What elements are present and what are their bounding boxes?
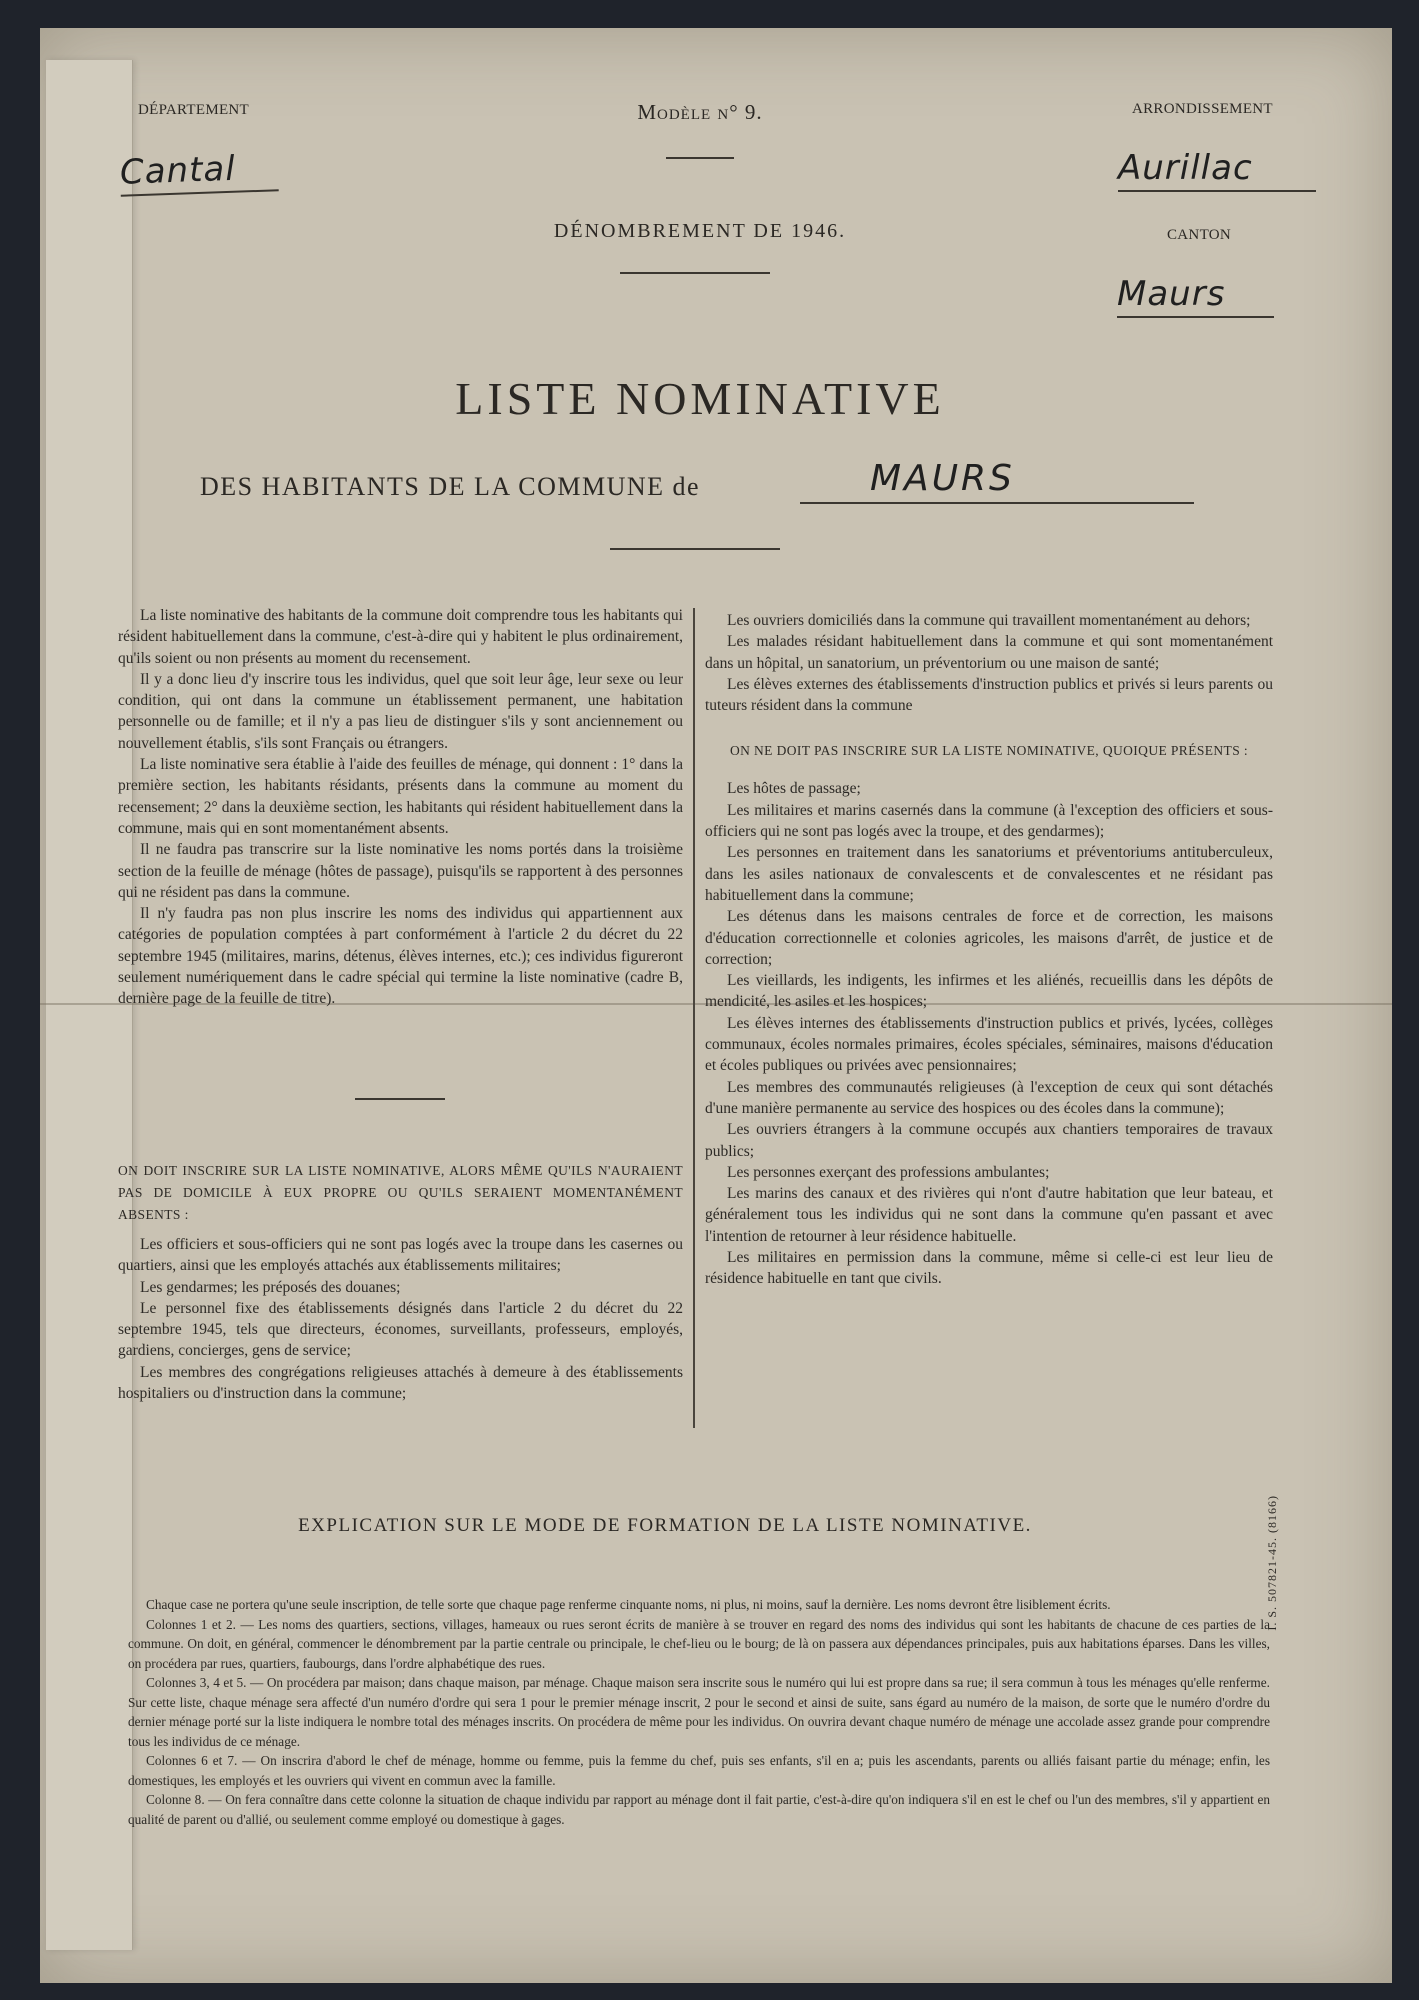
inscribe-item-2: Les gendarmes; les préposés des douanes; [140,1278,401,1296]
explication-paragraph-2: Colonnes 1 et 2. — Les noms des quartiers, sections, villages, hameaux ou rues seront écrits de manière à se trouver en regard des noms des individus qui sont les habitants de chacune de ces parties de la commune. On doit, en général, commencer le dénombrement par la partie centrale ou principale, le chef-lieu ou le bourg; de là on passera aux dépendances principales, puis aux habitations éparses. Dans les villes, on procédera par rues, quartiers, faubourgs, dans l'ordre alphabétique des rues. [128,1616,1270,1671]
denombrement-rule [620,272,770,274]
exclude-item-6: Les élèves internes des établissements d'instruction publics et privés, lycées, collèges communaux, écoles normales primaires, écoles spéciales, séminaires, maisons d'éducation et écoles publiques ou privées avec pensionnaires; [705,1014,1273,1075]
absent-item-2: Les malades résidant habituellement dans la commune et qui sont momentanément dans un hôpital, un sanatorium, un préventorium ou une maison de santé; [705,633,1273,672]
modele-number: Modèle n° 9. [637,100,763,124]
left-column-rule [355,1098,445,1100]
explication-paragraph-5: Colonne 8. — On fera connaître dans cette colonne la situation de chaque individu par rapport au ménage dont il fait partie, c'est-à-dire qu'on indiquera s'il en est le chef ou l'un des membres, s'il y appartient en qualité de parent ou d'allié, ou seulement comme employé ou domestique à gages. [128,1792,1270,1827]
intro-paragraph-1: La liste nominative des habitants de la commune doit comprendre tous les habitants qui résident habituellement dans la commune, c'est-à-dire qui y habitent le plus ordinairement, qu'ils soient ou non présents au moment du recensement. [118,607,683,667]
title-rule [610,548,780,550]
departement-label: DÉPARTEMENT [138,102,250,118]
explication-paragraph-3: Colonnes 3, 4 et 5. — On procédera par maison; dans chaque maison, par ménage. Chaque maison sera inscrite sous le numéro qui lui est propre dans sa rue; il sera commun à tous les ménages qu'elle renferme. Sur cette liste, chaque ménage sera affecté d'un numéro d'ordre qui sera 1 pour le premier ménage inscrit, 2 pour le second et ainsi de suite, sans égard au numéro de la maison, de sorte que le numéro d'ordre du dernier ménage porté sur la liste indiquera le nombre total des ménages inscrits. On procédera de même pour les individus. On ouvrira devant chaque numéro de ménage une accolade assez grande pour comprendre tous les individus de ce ménage. [128,1675,1270,1749]
exclude-item-11: Les militaires en permission dans la commune, même si celle-ci est leur lieu de résidence habituelle en tant que civils. [705,1249,1273,1288]
absent-item-1: Les ouvriers domiciliés dans la commune qui travaillent momentanément au dehors; [727,612,1251,629]
explication-paragraph-1: Chaque case ne portera qu'une seule inscription, de telle sorte que chaque page renferme cinquante noms, ni plus, ni moins, sauf la dernière. Les noms devront être lisiblement écrits. [146,1597,1111,1612]
print-code: I. S. 507821-45. (8166) [1265,1495,1279,1631]
intro-paragraph-3: La liste nominative sera établie à l'aide des feuilles de ménage, qui donnent : 1° dans la première section, les habitants résidants, présents dans la commune au moment du recensement; 2° dans la deuxième section, les habitants qui résident habituellement dans la commune, mais qui en sont momentanément absents. [118,756,683,837]
departement-value: Cantal [119,147,278,196]
right-column [705,610,1273,1290]
exclude-item-8: Les ouvriers étrangers à la commune occupés aux chantiers temporaires de travaux publics; [705,1121,1273,1160]
commune-value: MAURS [800,458,1194,504]
absent-item-3: Les élèves externes des établissements d'instruction publics et privés si leurs parents ou tuteurs résident dans la commune [705,675,1273,715]
canton-value: Maurs [1117,274,1274,318]
intro-paragraph-2: Il y a donc lieu d'y inscrire tous les individus, quel que soit leur âge, leur sexe ou leur condition, qui ont dans la commune un établissement permanent, une habitation personnelle ou de famille; et il n'y a pas lieu de distinguer s'ils y sont anciennement ou nouvellement établis, s'ils sont Français ou étrangers. [118,670,683,752]
exclude-item-4: Les détenus dans les maisons centrales de force et de correction, les maisons d'éducation correctionnelle et colonies agricoles, les maisons d'arrêt, de justice et de correction; [705,908,1273,968]
inscribe-item-3: Le personnel fixe des établissements désignés dans l'article 2 du décret du 22 septembre 1945, tels que directeurs, économes, surveillants, professeurs, employés, gardiens, concierges, gens de service; [118,1299,683,1360]
exclude-item-9: Les personnes exerçant des professions ambulantes; [727,1163,1050,1181]
exclude-item-2: Les militaires et marins casernés dans la commune (à l'exception des officiers et sous-officiers qui ne sont pas logés avec la troupe, et des gendarmes); [705,801,1273,841]
explication-body [128,1595,1270,1829]
arrondissement-value: Aurillac [1118,148,1316,192]
intro-paragraph-5: Il n'y faudra pas non plus inscrire les noms des individus qui appartiennent aux catégories de population comptées à part conformément à l'article 2 du décret du 22 septembre 1945 (militaires, marins, détenus, élèves internes, etc.); ces individus figureront seulement numériquement dans le cadre spécial qui termine la liste nominative (cadre B, dernière page de la feuille de titre). [118,905,683,1008]
arrondissement-label: ARRONDISSEMENT [1132,101,1273,117]
explication-title: EXPLICATION SUR LE MODE DE FORMATION DE LA LISTE NOMINATIVE. [298,1515,1032,1536]
exclude-item-10: Les marins des canaux et des rivières qui n'ont d'autre habitation que leur bateau, et généralement tous les individus qui ne sont dans la commune qu'en passant et avec l'intention de retourner à leur résidence habituelle. [705,1185,1273,1245]
intro-paragraph-4: Il ne faudra pas transcrire sur la liste nominative les noms portés dans la troisième section de la feuille de ménage (hôtes de passage), puisqu'ils se rapportent à des personnes qui ne résident pas dans la commune. [118,841,683,901]
page-title: LISTE NOMINATIVE [455,373,945,424]
exclude-item-7: Les membres des communautés religieuses (à l'exception de ceux qui sont détachés d'une manière permanente au service des hospices ou des écoles dans la commune); [705,1078,1273,1117]
exclude-heading: ON NE DOIT PAS INSCRIRE SUR LA LISTE NOMINATIVE, QUOIQUE PRÉSENTS : [729,743,1249,759]
explication-paragraph-4: Colonnes 6 et 7. — On inscrira d'abord le chef de ménage, homme ou femme, puis la femme du chef, puis ses enfants, s'il en a; puis les ascendants, parents ou alliés faisant partie du ménage; enfin, les domestiques, les employés et les ouvriers qui vivent en commun avec la famille. [128,1753,1270,1788]
commune-label: DES HABITANTS DE LA COMMUNE de [200,472,701,501]
exclude-item-1: Les hôtes de passage; [727,780,861,798]
inscribe-item-1: Les officiers et sous-officiers qui ne sont pas logés avec la troupe dans les casernes ou quartiers, ainsi que les employés attachés aux établissements militaires; [118,1236,683,1275]
exclude-item-5: Les vieillards, les indigents, les infirmes et les aliénés, recueillis dans les dépôts de mendicité, les asiles et les hospices; [705,972,1273,1011]
inscribe-heading: ON DOIT INSCRIRE SUR LA LISTE NOMINATIVE, ALORS MÊME QU'ILS N'AURAIENT PAS DE DOMICILE À EUX PROPRE OU QU'ILS SERAIENT MOMENTANÉMENT ABSENTS : [118,1163,683,1222]
inscribe-item-4: Les membres des congrégations religieuses attachés à demeure à des établissements hospitaliers ou d'instruction dans la commune; [118,1363,683,1403]
left-column-lower [118,1160,683,1404]
header-rule [666,157,734,159]
denombrement-year: DÉNOMBREMENT DE 1946. [553,220,847,242]
canton-label: CANTON [1167,227,1232,243]
exclude-item-3: Les personnes en traitement dans les sanatoriums et préventoriums antituberculeux, dans les asiles nationaux de convalescents et de convalescentes et ne résidant pas habituellement dans la commune; [705,844,1273,904]
column-divider [693,608,695,1428]
left-column [118,605,683,1010]
